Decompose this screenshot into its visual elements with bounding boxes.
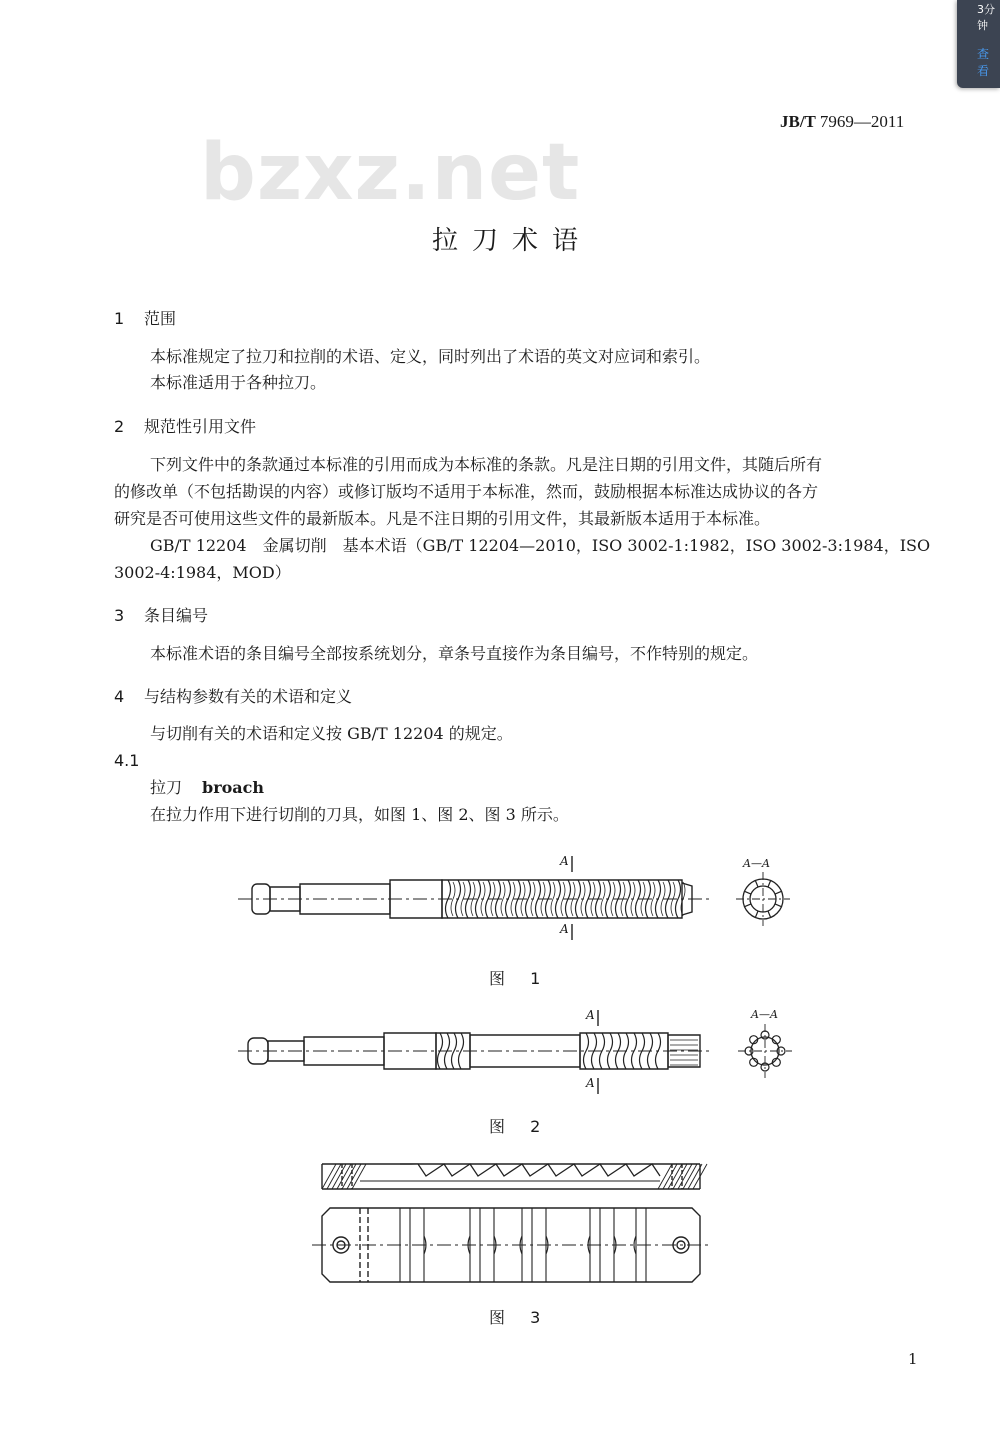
- doc-number: 7969—2011: [819, 112, 905, 131]
- section-number: 1: [114, 309, 125, 328]
- section-label: A—A: [751, 1008, 778, 1021]
- paragraph: 本标准适用于各种拉刀。: [150, 373, 327, 392]
- section-number: 4: [114, 687, 125, 706]
- watermark: bzxz.net: [200, 128, 581, 218]
- panel-view-link[interactable]: 查看: [977, 47, 990, 78]
- term-english: broach: [202, 778, 265, 797]
- section-number: 3: [114, 606, 125, 625]
- figure-2-caption: 图 2: [489, 1117, 551, 1136]
- figure-1-caption: 图 1: [489, 969, 551, 988]
- section-mark-top: A: [560, 854, 569, 868]
- figure-3-caption: 图 3: [489, 1308, 551, 1327]
- section-title: 条目编号: [144, 606, 209, 625]
- section-mark-bottom: A: [586, 1076, 595, 1090]
- term-definition: 在拉力作用下进行切削的刀具，如图 1、图 2、图 3 所示。: [150, 805, 569, 824]
- section-number: 2: [114, 417, 125, 436]
- section-title: 范围: [144, 309, 177, 328]
- reference-line: 3002-4:1984，MOD）: [114, 563, 291, 582]
- doc-prefix: JB/T: [780, 112, 816, 131]
- section-mark-bottom: A: [560, 922, 569, 936]
- paragraph-line: 下列文件中的条款通过本标准的引用而成为本标准的条款。凡是注日期的引用文件，其随后所有: [150, 455, 823, 474]
- paragraph: 本标准规定了拉刀和拉削的术语、定义，同时列出了术语的英文对应词和索引。: [150, 347, 711, 366]
- paragraph-line: 的修改单（不包括勘误的内容）或修订版均不适用于本标准，然而，鼓励根据本标准达成协议的各方: [114, 482, 819, 501]
- section-label: A—A: [743, 857, 770, 870]
- subsection-number: 4.1: [114, 751, 140, 770]
- section-title: 与结构参数有关的术语和定义: [144, 687, 353, 706]
- paragraph: 本标准术语的条目编号全部按系统划分，章条号直接作为条目编号，不作特别的规定。: [150, 644, 759, 663]
- panel-time-text: 3分钟: [977, 3, 995, 32]
- section-title: 规范性引用文件: [144, 417, 257, 436]
- section-mark-top: A: [586, 1008, 595, 1022]
- paragraph-line: 研究是否可使用这些文件的最新版本。凡是不注日期的引用文件，其最新版本适用于本标准。: [114, 509, 771, 528]
- term-chinese: 拉刀: [150, 778, 183, 797]
- page-number: 1: [908, 1350, 918, 1368]
- page-title: 拉刀术语: [431, 226, 592, 256]
- saw-teeth: [400, 1164, 660, 1176]
- reference-line: GB/T 12204 金属切削 基本术语（GB/T 12204—2010，ISO 3002-1:1982，ISO 3002-3:1984，ISO: [150, 536, 931, 555]
- paragraph: 与切削有关的术语和定义按 GB/T 12204 的规定。: [150, 724, 513, 743]
